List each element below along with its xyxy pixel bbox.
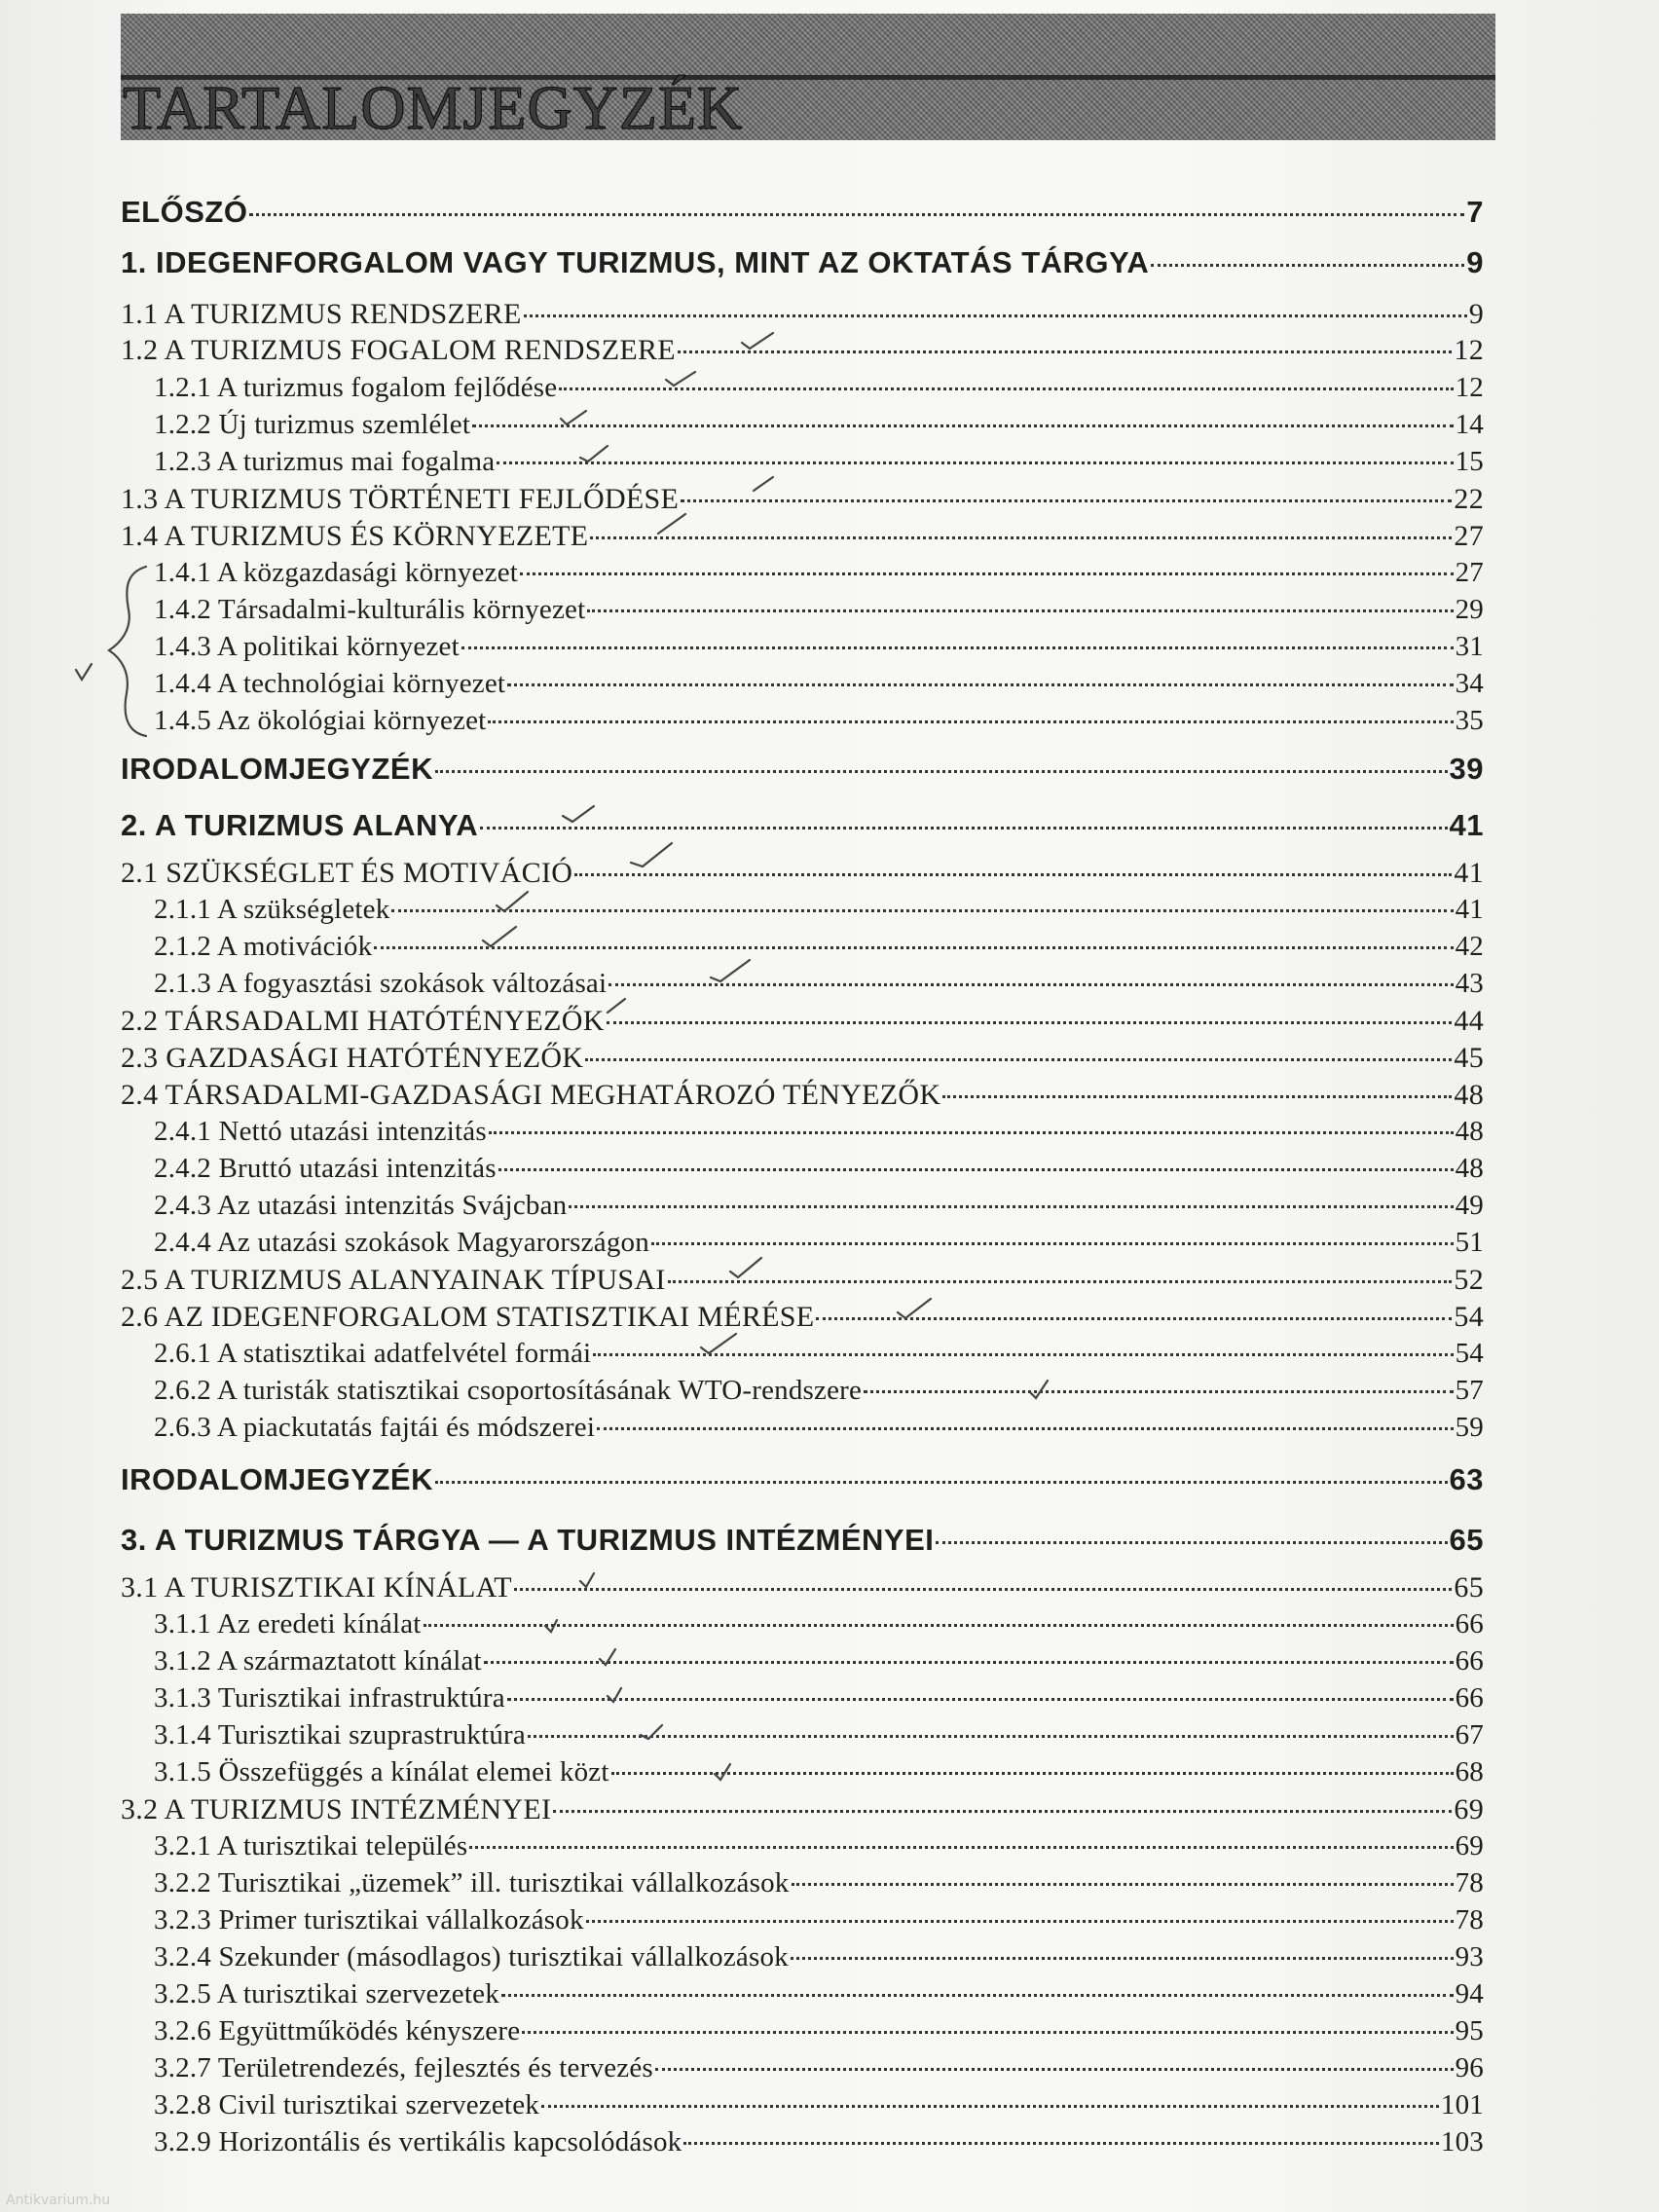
- dot-leader: [469, 1846, 1453, 1849]
- toc-entry: [154, 1978, 1484, 2010]
- dot-leader: [585, 1058, 1452, 1061]
- toc-entry: [154, 2126, 1484, 2158]
- toc-entry: [121, 298, 1484, 331]
- toc-entry-page: 45: [1454, 1042, 1484, 1074]
- toc-entry: [154, 1941, 1484, 1973]
- toc-entry-page: 15: [1455, 446, 1484, 477]
- dot-leader: [488, 720, 1453, 723]
- toc-entry-page: 65: [1449, 1523, 1484, 1557]
- toc-entry: [154, 1756, 1484, 1788]
- dot-leader: [559, 387, 1453, 390]
- dot-leader: [522, 2031, 1453, 2034]
- toc-entry-page: 57: [1455, 1375, 1484, 1406]
- toc-entry-page: 68: [1455, 1756, 1484, 1788]
- toc-entry: [121, 1042, 1484, 1075]
- toc-entry-page: 22: [1454, 483, 1484, 515]
- toc-entry-title: 2.6 AZ IDEGENFORGALOM STATISZTIKAI MÉRÉSE: [121, 1301, 815, 1333]
- toc-entry: [154, 1153, 1484, 1185]
- toc-entry-title: 1.4 A TURIZMUS ÉS KÖRNYEZETE: [121, 520, 589, 552]
- toc-entry-page: 101: [1440, 2089, 1484, 2120]
- dot-leader: [587, 609, 1453, 612]
- toc-entry: [154, 2052, 1484, 2084]
- toc-entry-title: 2.1 SZÜKSÉGLET ÉS MOTIVÁCIÓ: [121, 857, 573, 889]
- toc-entry: [154, 668, 1484, 700]
- toc-entry-title: 3.1 A TURISZTIKAI KÍNÁLAT: [121, 1571, 512, 1604]
- dot-leader: [590, 536, 1452, 539]
- toc-entry: [154, 409, 1484, 441]
- toc-entry-title: 3.1.2 A származtatott kínálat: [154, 1645, 482, 1677]
- toc-entry-title: 3.1.5 Összefüggés a kínálat elemei közt: [154, 1756, 609, 1788]
- dot-leader: [593, 1353, 1453, 1356]
- toc-entry: [121, 1301, 1484, 1334]
- toc-entry-title: 2.5 A TURIZMUS ALANYAINAK TÍPUSAI: [121, 1264, 666, 1296]
- dot-leader: [936, 1541, 1447, 1544]
- toc-entry-page: 43: [1455, 968, 1484, 999]
- toc-entry-page: 9: [1466, 245, 1484, 279]
- dot-leader: [480, 827, 1447, 830]
- dot-leader: [792, 1883, 1454, 1886]
- dot-leader: [507, 1698, 1454, 1701]
- toc-entry-title: 1.2 A TURIZMUS FOGALOM RENDSZERE: [121, 334, 676, 366]
- toc-entry: [121, 1079, 1484, 1112]
- toc-entry-title: 3.2.1 A turisztikai település: [154, 1830, 468, 1862]
- dot-leader: [501, 1994, 1454, 1997]
- toc-entry-page: 12: [1454, 334, 1484, 366]
- dot-leader: [514, 1588, 1452, 1591]
- toc-entry-title: 1.3 A TURIZMUS TÖRTÉNETI FEJLŐDÉSE: [121, 483, 680, 515]
- dot-leader: [651, 1242, 1454, 1245]
- toc-entry-page: 29: [1455, 594, 1484, 625]
- toc-entry: [121, 334, 1484, 367]
- toc-entry-page: 69: [1454, 1793, 1484, 1825]
- toc-entry-page: 54: [1455, 1338, 1484, 1369]
- toc-entry-title: 1.2.3 A turizmus mai fogalma: [154, 446, 496, 477]
- toc-entry-page: 41: [1454, 857, 1484, 889]
- dot-leader: [791, 1957, 1454, 1960]
- toc-entry-title: 2.4.2 Bruttó utazási intenzitás: [154, 1153, 497, 1184]
- toc-entry-title: 1.2.1 A turizmus fogalom fejlődése: [154, 372, 558, 403]
- toc-entry-page: 27: [1455, 557, 1484, 588]
- toc-entry-title: 2.1.1 A szükségletek: [154, 894, 390, 925]
- toc-entry: [154, 372, 1484, 404]
- toc-entry-title: 1.4.4 A technológiai környezet: [154, 668, 506, 699]
- toc-entry: [154, 1190, 1484, 1222]
- toc-entry-title: 3.1.3 Turisztikai infrastruktúra: [154, 1682, 505, 1714]
- toc-entry: [121, 857, 1484, 890]
- toc-entry-page: 66: [1455, 1682, 1484, 1714]
- toc-entry-title: 2.4.3 Az utazási intenzitás Svájcban: [154, 1190, 568, 1221]
- toc-entry-title: 1. IDEGENFORGALOM VAGY TURIZMUS, MINT AZ OKTATÁS TÁRGYA: [121, 245, 1150, 279]
- toc-entry-title: 3.2.6 Együttműködés kényszere: [154, 2015, 521, 2046]
- toc-entry: [154, 1719, 1484, 1751]
- toc-entry-title: 2.1.3 A fogyasztási szokások változásai: [154, 968, 608, 999]
- dot-leader: [586, 1920, 1454, 1923]
- toc-entry-title: 2.3 GAZDASÁGI HATÓTÉNYEZŐK: [121, 1042, 584, 1074]
- toc-entry-page: 94: [1455, 1978, 1484, 2009]
- dot-leader: [611, 1772, 1454, 1775]
- toc-entry-page: 63: [1449, 1462, 1484, 1496]
- dot-leader: [489, 1131, 1454, 1134]
- dot-leader: [498, 1168, 1454, 1171]
- toc-entry: [121, 752, 1484, 787]
- dot-leader: [497, 461, 1453, 464]
- toc-entry-title: 1.1 A TURIZMUS RENDSZERE: [121, 298, 522, 330]
- toc-entry-title: 1.4.5 Az ökológiai környezet: [154, 705, 487, 736]
- toc-entry-title: 1.4.3 A politikai környezet: [154, 631, 460, 662]
- toc-entry-page: 54: [1454, 1301, 1484, 1333]
- toc-entry-title: 3.2.4 Szekunder (másodlagos) turisztikai vállalkozások: [154, 1941, 789, 1972]
- toc-entry-page: 7: [1466, 195, 1484, 229]
- dot-leader: [655, 2068, 1454, 2071]
- dot-leader: [681, 499, 1452, 502]
- dot-leader: [607, 1021, 1453, 1024]
- toc-entry: [154, 594, 1484, 626]
- toc-entry-title: 2.6.2 A turisták statisztikai csoportosításának WTO-rendszere: [154, 1375, 863, 1406]
- toc-entry: [121, 1523, 1484, 1558]
- dot-leader: [374, 946, 1453, 949]
- dot-leader: [249, 213, 1464, 216]
- toc-entry-title: IRODALOMJEGYZÉK: [121, 752, 433, 786]
- toc-entry: [154, 1227, 1484, 1259]
- toc-entry: [154, 1867, 1484, 1899]
- toc-entry-page: 48: [1454, 1079, 1484, 1111]
- toc-entry-page: 67: [1455, 1719, 1484, 1751]
- dot-leader: [528, 1735, 1454, 1738]
- toc-entry: [154, 2089, 1484, 2121]
- toc-entry-title: 3.1.1 Az eredeti kínálat: [154, 1608, 422, 1640]
- toc-entry: [154, 968, 1484, 1000]
- toc-entry: [121, 195, 1484, 230]
- toc-entry-page: 48: [1455, 1116, 1484, 1147]
- toc-entry: [154, 931, 1484, 963]
- page-title: TARTALOMJEGYZÉK: [123, 73, 744, 142]
- toc-entry-title: 1.4.1 A közgazdasági környezet: [154, 557, 519, 588]
- toc-entry: [154, 1645, 1484, 1677]
- dot-leader: [569, 1205, 1453, 1208]
- dot-leader: [507, 683, 1453, 686]
- toc-entry-page: 14: [1455, 409, 1484, 440]
- dot-leader: [524, 314, 1467, 317]
- toc-entry-page: 66: [1455, 1608, 1484, 1640]
- dot-leader: [391, 909, 1453, 912]
- toc-entry: [154, 894, 1484, 926]
- toc-entry-title: 3.2.7 Területrendezés, fejlesztés és tervezés: [154, 2052, 653, 2083]
- toc-entry-page: 31: [1455, 631, 1484, 662]
- toc-entry: [154, 1830, 1484, 1862]
- toc-entry: [154, 1412, 1484, 1444]
- toc-entry-title: 1.4.2 Társadalmi-kulturális környezet: [154, 594, 586, 625]
- toc-entry-title: 2.4 TÁRSADALMI-GAZDASÁGI MEGHATÁROZÓ TÉNYEZŐK: [121, 1079, 941, 1111]
- dot-leader: [424, 1624, 1454, 1627]
- toc-entry: [154, 1904, 1484, 1936]
- dot-leader: [942, 1095, 1452, 1098]
- toc-entry-page: 52: [1454, 1264, 1484, 1296]
- toc-entry-title: 3.2.8 Civil turisztikai szervezetek: [154, 2089, 539, 2120]
- dot-leader: [668, 1280, 1453, 1283]
- toc-entry-page: 66: [1455, 1645, 1484, 1677]
- toc-entry-page: 103: [1440, 2126, 1484, 2157]
- toc-entry-page: 49: [1455, 1190, 1484, 1221]
- toc-entry-page: 35: [1455, 705, 1484, 736]
- toc-entry-title: 1.2.2 Új turizmus szemlélet: [154, 409, 471, 440]
- toc-entry-title: 2.6.3 A piackutatás fajtái és módszerei: [154, 1412, 596, 1443]
- toc-entry: [121, 1793, 1484, 1826]
- dot-leader: [683, 2142, 1439, 2145]
- dot-leader: [484, 1661, 1454, 1664]
- toc-entry: [121, 245, 1484, 280]
- toc-entry-page: 41: [1455, 894, 1484, 925]
- toc-entry: [121, 1571, 1484, 1604]
- toc-entry-page: 41: [1449, 808, 1484, 842]
- toc-entry-title: 2.4.1 Nettó utazási intenzitás: [154, 1116, 487, 1147]
- dot-leader: [520, 572, 1454, 575]
- toc-entry-title: 2.6.1 A statisztikai adatfelvétel formái: [154, 1338, 592, 1369]
- toc-entry-title: 3.2.3 Primer turisztikai vállalkozások: [154, 1904, 584, 1936]
- dot-leader: [864, 1390, 1453, 1393]
- toc-entry-page: 27: [1454, 520, 1484, 552]
- toc-entry-title: 2.1.2 A motivációk: [154, 931, 373, 962]
- toc-entry: [121, 483, 1484, 516]
- dot-leader: [608, 983, 1453, 986]
- toc-entry-page: 65: [1454, 1571, 1484, 1604]
- toc-entry-title: 2.2 TÁRSADALMI HATÓTÉNYEZŐK: [121, 1005, 605, 1037]
- dot-leader: [472, 424, 1453, 427]
- toc-entry: [154, 446, 1484, 478]
- toc-entry-page: 9: [1468, 298, 1484, 330]
- toc-entry-title: ELŐSZÓ: [121, 195, 248, 229]
- dot-leader: [435, 770, 1448, 773]
- toc-entry: [121, 1005, 1484, 1038]
- toc-entry: [154, 1116, 1484, 1148]
- toc-entry: [154, 705, 1484, 737]
- toc-entry: [154, 631, 1484, 663]
- watermark: Antikvarium.hu: [6, 2193, 111, 2208]
- toc-entry-page: 42: [1455, 931, 1484, 962]
- toc-entry-page: 48: [1455, 1153, 1484, 1184]
- toc-entry-title: 3.2 A TURIZMUS INTÉZMÉNYEI: [121, 1793, 552, 1825]
- toc-entry-page: 78: [1455, 1867, 1484, 1899]
- dot-leader: [553, 1810, 1452, 1813]
- toc-entry-title: 3.2.5 A turisztikai szervezetek: [154, 1978, 499, 2009]
- toc-entry-page: 59: [1455, 1412, 1484, 1443]
- toc-entry-title: 3.2.9 Horizontális és vertikális kapcsolódások: [154, 2126, 682, 2157]
- toc-entry: [154, 1682, 1484, 1714]
- toc-entry: [154, 1338, 1484, 1370]
- toc-entry-page: 93: [1455, 1941, 1484, 1972]
- dot-leader: [678, 350, 1452, 353]
- toc-entry-page: 34: [1455, 668, 1484, 699]
- toc-entry-page: 69: [1455, 1830, 1484, 1862]
- toc-entry-title: 3.1.4 Turisztikai szuprastruktúra: [154, 1719, 526, 1751]
- toc-entry-page: 12: [1455, 372, 1484, 403]
- toc-entry-page: 44: [1454, 1005, 1484, 1037]
- dot-leader: [1151, 264, 1464, 267]
- toc-entry-page: 39: [1449, 752, 1484, 786]
- dot-leader: [461, 646, 1454, 649]
- toc-entry: [121, 808, 1484, 843]
- toc-entry-title: 3. A TURIZMUS TÁRGYA — A TURIZMUS INTÉZMÉNYEI: [121, 1523, 935, 1557]
- check-mark-icon: [76, 664, 92, 680]
- toc-entry-page: 96: [1455, 2052, 1484, 2083]
- toc-entry: [121, 520, 1484, 553]
- dot-leader: [541, 2105, 1439, 2108]
- dot-leader: [597, 1427, 1453, 1430]
- toc-entry: [154, 1375, 1484, 1407]
- toc-entry-title: 2.4.4 Az utazási szokások Magyarországon: [154, 1227, 649, 1258]
- toc-entry-title: 2. A TURIZMUS ALANYA: [121, 808, 479, 842]
- toc-entry-title: IRODALOMJEGYZÉK: [121, 1462, 433, 1496]
- toc-entry: [154, 2015, 1484, 2047]
- toc-entry: [121, 1264, 1484, 1297]
- toc-entry-page: 95: [1455, 2015, 1484, 2046]
- dot-leader: [816, 1317, 1452, 1320]
- bracket-icon: [109, 567, 146, 736]
- toc-entry: [154, 1608, 1484, 1641]
- toc-entry: [154, 557, 1484, 589]
- toc-entry-page: 78: [1455, 1904, 1484, 1936]
- toc-entry-title: 3.2.2 Turisztikai „üzemek” ill. turisztikai vállalkozások: [154, 1867, 790, 1899]
- dot-leader: [435, 1481, 1448, 1484]
- toc-entry-page: 51: [1455, 1227, 1484, 1258]
- dot-leader: [574, 873, 1452, 876]
- toc-entry: [121, 1462, 1484, 1497]
